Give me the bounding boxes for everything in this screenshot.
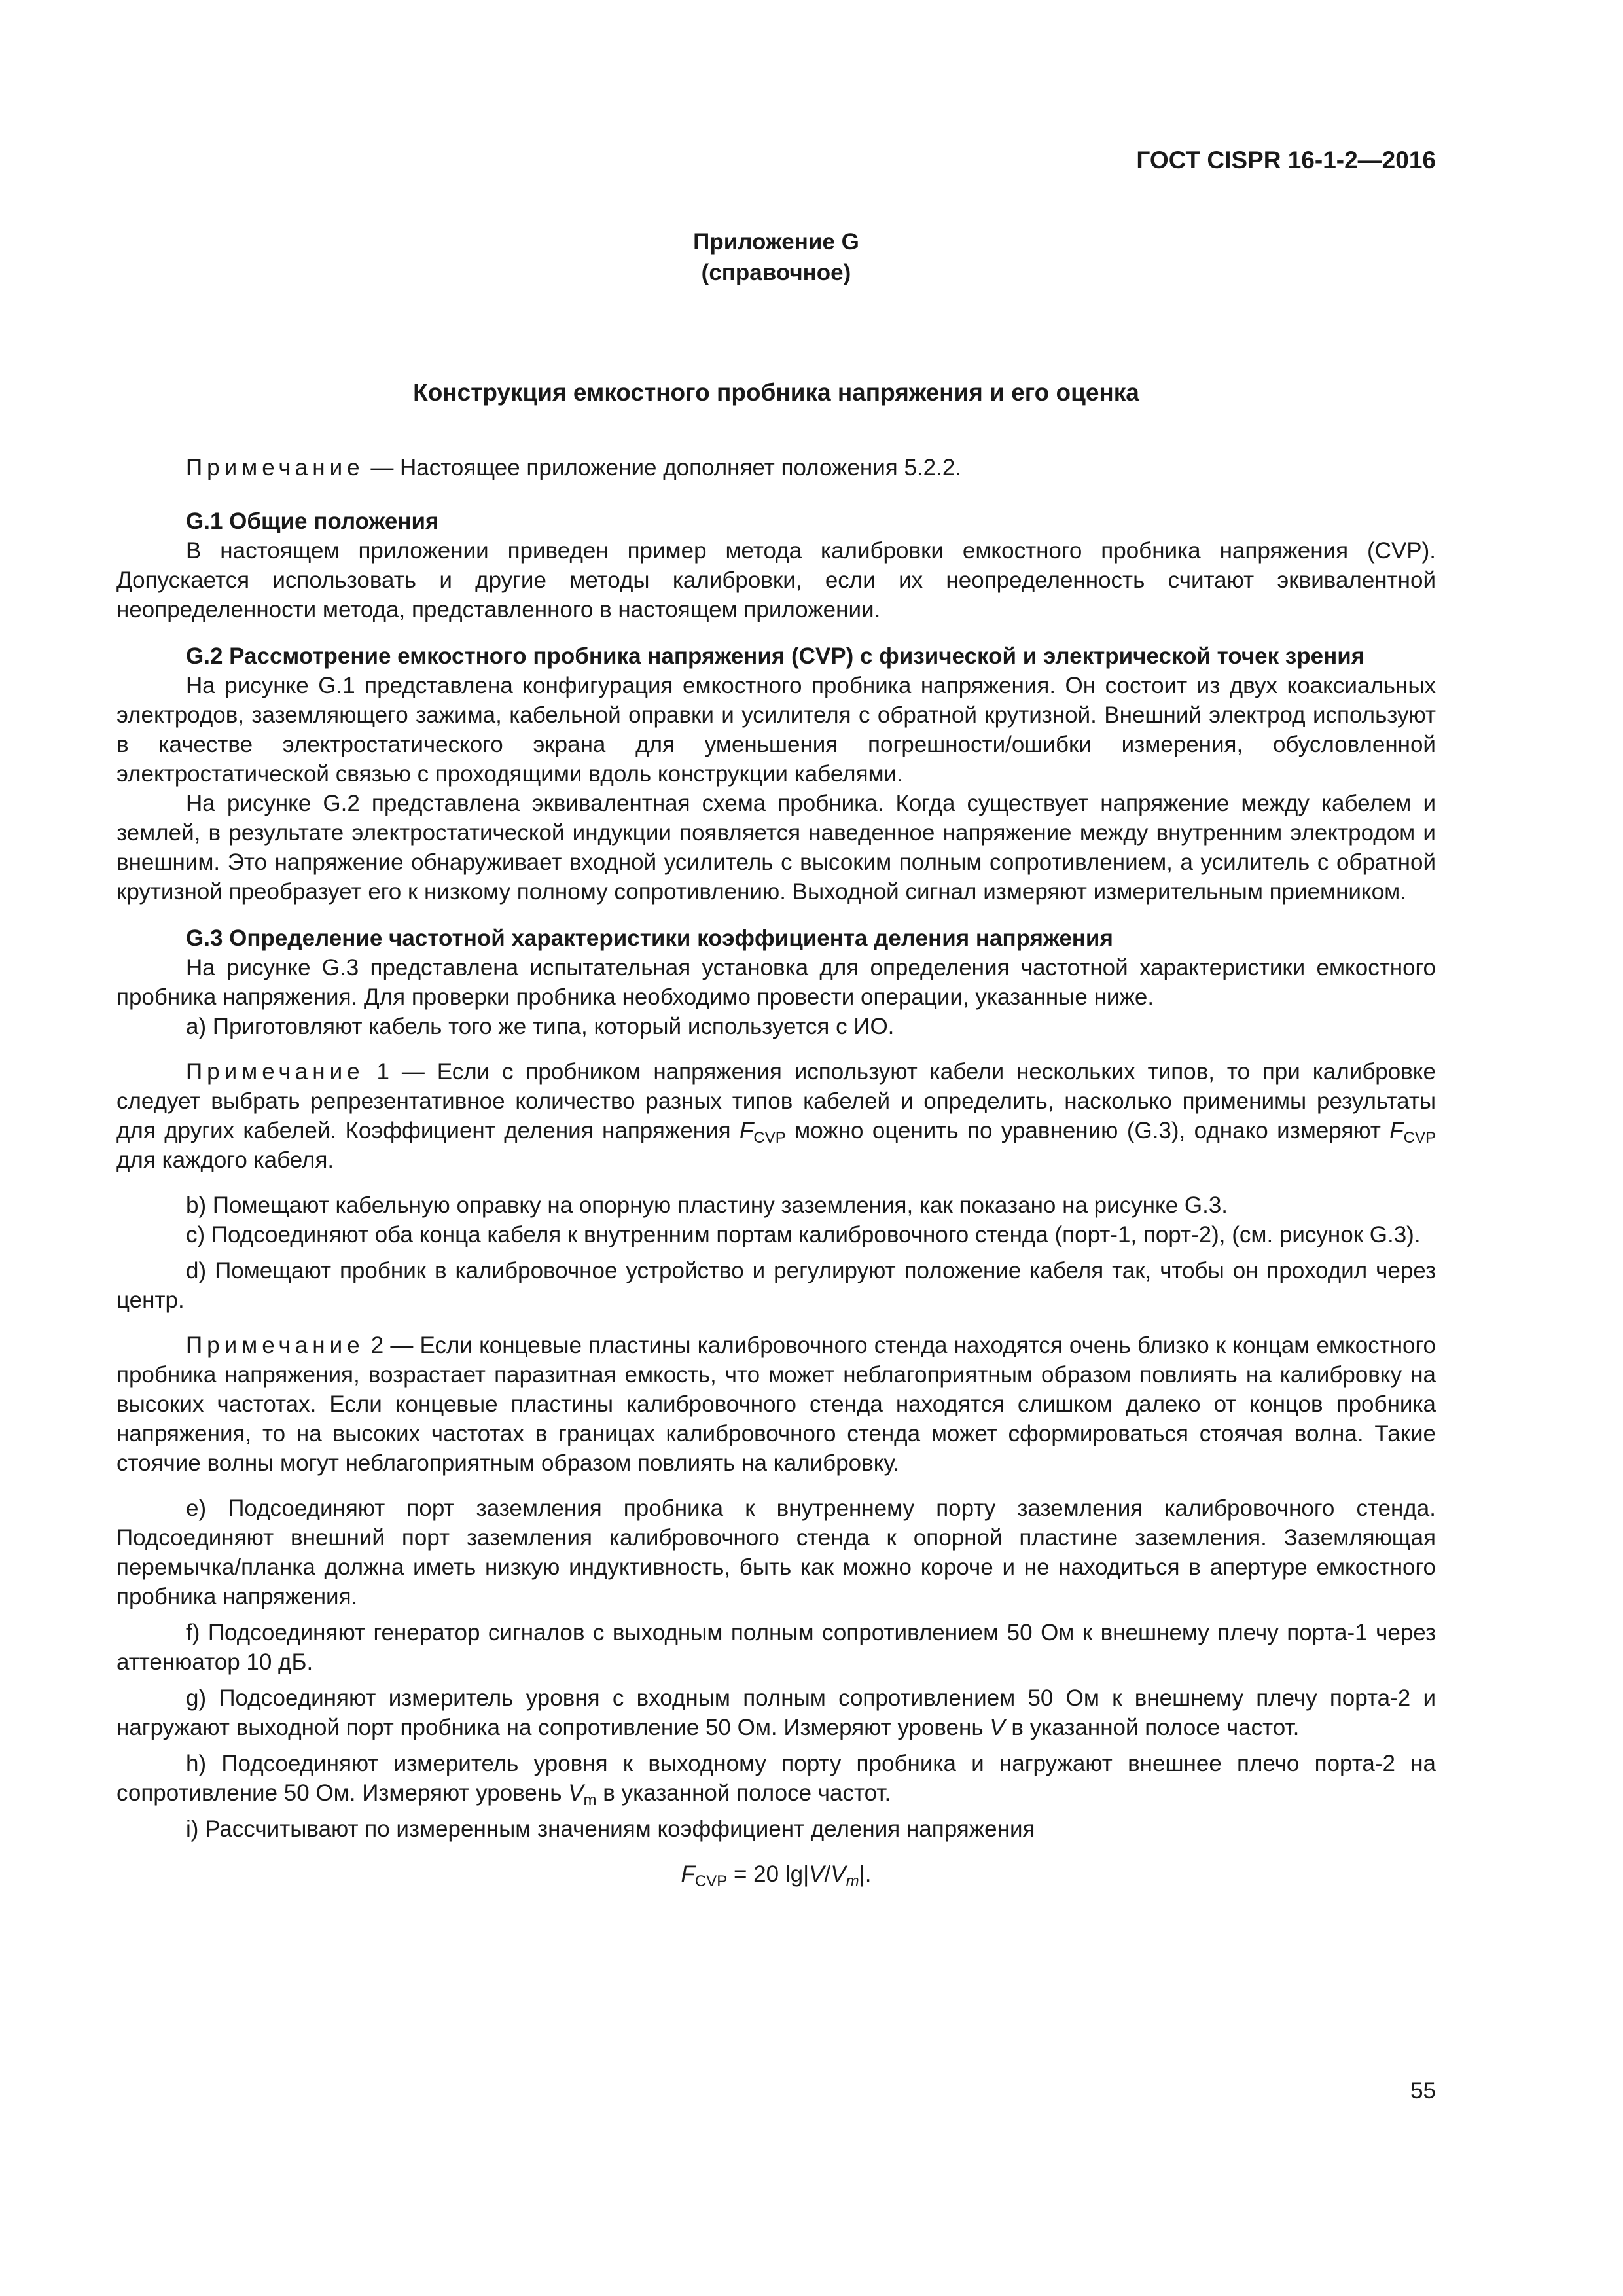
section-g3-heading: G.3 Определение частотной характеристики коэффициента деления напряжения bbox=[186, 925, 1113, 951]
note-1-var-1: F bbox=[739, 1118, 754, 1143]
note-2-label: Примечание bbox=[186, 1333, 365, 1358]
step-g-var: V bbox=[990, 1715, 1005, 1740]
section-g1-heading: G.1 Общие положения bbox=[186, 509, 439, 534]
note-1-sub-1: CVP bbox=[753, 1129, 786, 1147]
note-2-text: — Если концевые пластины калибровочного стенда находятся очень близко к концам емкостного пробника напряжения, возрастает паразитная емкость, что может неблагоприятным образом повлиять на калибровку на высоких частотах. Если концевые пластины калибровочного стенда находятся слишком далеко от концов пробника напряжения, то на высоких частотах в границах калибровочного стенда может сформироваться стоячая волна. Такие стоячие волны могут неблагоприятным образом повлиять на калибровку. bbox=[116, 1333, 1436, 1476]
step-f: f) Подсоединяют генератор сигналов с выходным полным сопротивлением 50 Ом к внешнему плечу порта-1 через аттенюатор 10 дБ. bbox=[116, 1620, 1436, 1675]
step-h-text-1: h) Подсоединяют измеритель уровня к выходному порту пробника и нагружают внешнее плечо порта-2 на сопротивление 50 Ом. Измеряют уровень bbox=[116, 1751, 1436, 1806]
note-label: Примечание bbox=[186, 455, 365, 480]
document-body bbox=[116, 453, 1436, 1889]
intro-note bbox=[116, 453, 1436, 482]
note-1-number: 1 bbox=[364, 1059, 389, 1085]
step-h-text-2: в указанной полосе частот. bbox=[596, 1780, 891, 1806]
note-1-label: Примечание bbox=[186, 1059, 365, 1085]
standard-header: ГОСТ CISPR 16-1-2—2016 bbox=[1136, 147, 1436, 173]
step-h bbox=[116, 1749, 1436, 1808]
section-g2-heading: G.2 Рассмотрение емкостного пробника напряжения (CVP) с физической и электрической точек зрения bbox=[186, 643, 1365, 669]
formula-lhs: F bbox=[681, 1861, 695, 1887]
step-g-text-1: g) Подсоединяют измеритель уровня с входным полным сопротивлением 50 Ом к внешнему плечу порта-2 и нагружают выходной порт пробника на сопротивление 50 Ом. Измеряют уровень bbox=[116, 1685, 1436, 1740]
formula-lhs-sub: CVP bbox=[694, 1873, 728, 1890]
step-g bbox=[116, 1683, 1436, 1742]
annex-title: Приложение G bbox=[693, 229, 859, 255]
step-i: i) Рассчитывают по измеренным значениям коэффициент деления напряжения bbox=[186, 1816, 1035, 1842]
step-b: b) Помещают кабельную оправку на опорную пластину заземления, как показано на рисунке G.3. bbox=[186, 1193, 1228, 1218]
step-d: d) Помещают пробник в калибровочное устройство и регулируют положение кабеля так, чтобы он проходил через центр. bbox=[116, 1258, 1436, 1313]
note-1-text-1: — Если с пробником напряжения используют кабели нескольких типов, то при калибровке следует выбрать репрезентативное количество разных типов кабелей и определить, насколько применимы результаты для других кабелей. Коэффициент деления напряжения bbox=[116, 1059, 1436, 1143]
step-e: e) Подсоединяют порт заземления пробника к внутреннему порту заземления калибровочного стенда. Подсоединяют внешний порт заземления калибровочного стенда к опорной пластине заземления. Заземляющая перемычка/планка должна иметь низкую индуктивность, быть как можно короче и не находиться в апертуре емкостного пробника напряжения. bbox=[116, 1496, 1436, 1609]
note-2-number: 2 bbox=[364, 1333, 384, 1358]
formula-fcvp bbox=[116, 1859, 1436, 1889]
annex-heading bbox=[116, 226, 1436, 288]
section-g2-paragraph-2: На рисунке G.2 представлена эквивалентная схема пробника. Когда существует напряжение между кабелем и землей, в результате электростатической индукции появляется наведенное напряжение между внутренним электродом и внешним. Это напряжение обнаруживает входной усилитель с высоким полным сопротивлением, а усилитель с обратной крутизной преобразует его к низкому полному сопротивлению. Выходной сигнал измеряют измерительным приемником. bbox=[116, 791, 1436, 905]
note-1 bbox=[116, 1057, 1436, 1175]
annex-kind: (справочное) bbox=[701, 260, 851, 285]
formula-end: |. bbox=[859, 1861, 872, 1887]
page-number: 55 bbox=[1410, 2078, 1436, 2104]
step-h-sub: m bbox=[583, 1791, 597, 1809]
formula-eq: = 20 lg| bbox=[727, 1861, 810, 1887]
step-g-text-2: в указанной полосе частот. bbox=[1005, 1715, 1300, 1740]
step-h-var: V bbox=[568, 1780, 584, 1806]
note-1-sub-2: CVP bbox=[1403, 1129, 1436, 1147]
note-1-text-2: можно оценить по уравнению (G.3), однако измеряют bbox=[785, 1118, 1390, 1143]
document-title: Конструкция емкостного пробника напряжения и его оценка bbox=[413, 379, 1139, 406]
formula-vm-sub: m bbox=[846, 1873, 859, 1890]
step-c: c) Подсоединяют оба конца кабеля к внутренним портам калибровочного стенда (порт-1, порт-2), (см. рисунок G.3). bbox=[186, 1222, 1421, 1247]
note-1-text-3: для каждого кабеля. bbox=[116, 1147, 334, 1173]
formula-v: V bbox=[809, 1861, 825, 1887]
note-2 bbox=[116, 1331, 1436, 1478]
formula-vm: V bbox=[830, 1861, 846, 1887]
formula-slash: / bbox=[824, 1861, 831, 1887]
section-g1-paragraph: В настоящем приложении приведен пример метода калибровки емкостного пробника напряжения (CVP). Допускается использовать и другие методы калибровки, если их неопределенность считают эквивалентной неопределенности метода, представленного в настоящем приложении. bbox=[116, 538, 1436, 622]
note-1-var-2: F bbox=[1389, 1118, 1404, 1143]
document-page bbox=[116, 0, 1436, 2296]
note-text: — Настоящее приложение дополняет положения 5.2.2. bbox=[364, 455, 962, 480]
section-g3-paragraph: На рисунке G.3 представлена испытательная установка для определения частотной характеристики емкостного пробника напряжения. Для проверки пробника необходимо провести операции, указанные ниже. bbox=[116, 955, 1436, 1010]
section-g2-paragraph-1: На рисунке G.1 представлена конфигурация емкостного пробника напряжения. Он состоит из двух коаксиальных электродов, заземляющего зажима, кабельной оправки и усилителя с обратной крутизной. Внешний электрод используют в качестве электростатического экрана для уменьшения погрешности/ошибки измерения, обусловленной электростатической связью с проходящими вдоль конструкции кабелями. bbox=[116, 673, 1436, 787]
step-a: a) Приготовляют кабель того же типа, который используется с ИО. bbox=[186, 1014, 895, 1039]
